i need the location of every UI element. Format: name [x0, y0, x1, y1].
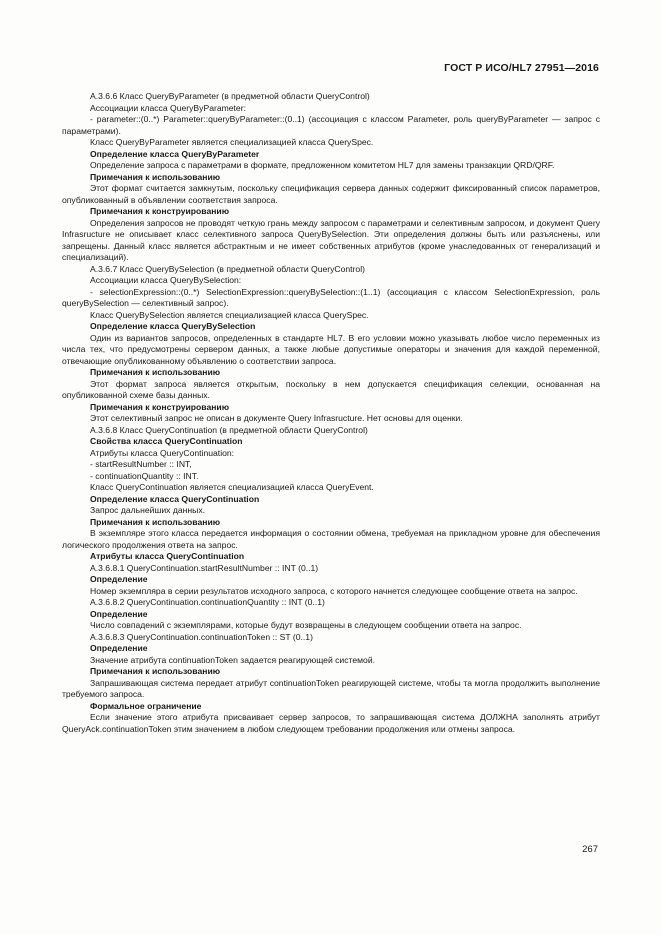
paragraph: A.3.6.8.1 QueryContinuation.startResultNumber :: INT (0..1) — [90, 562, 319, 573]
paragraph: Класс QueryContinuation является специализацией класса QueryEvent. — [90, 482, 374, 492]
paragraph: Этот селективный запрос не описан в документе Query Infrasructure. Нет основы для оценки. — [90, 413, 463, 423]
paragraph: Ассоциации класса QueryBySelection: — [90, 275, 242, 285]
section-heading: Определение — [90, 643, 148, 653]
section-heading: Примечания к использованию — [90, 666, 221, 676]
paragraph: В экземпляре этого класса передается информация о состоянии обмена, требуемая на прикладном уровне для обеспечения логического продолжения ответа на запрос. — [62, 528, 600, 550]
paragraph: A.3.6.8.3 QueryContinuation.continuationToken :: ST (0..1) — [90, 631, 313, 642]
section-heading: Примечания к конструированию — [90, 401, 230, 412]
paragraph: Определения запросов не проводят четкую грань между запросом с параметрами и селективным запросом, и документ Query Infrasructure не описывает класс селективного запроса QueryBySelection. Эти определения должны быть или разъяснены, или запрещены. Данный класс является абстрактным и не имеет собственных атрибутов (кроме унаследованных от генерализаций и специализаций). — [62, 217, 600, 262]
paragraph: Класс QueryByParameter является специализацией класса QuerySpec. — [90, 137, 374, 147]
paragraph: - continuationQuantity :: INT. — [90, 470, 199, 481]
paragraph: Значение атрибута continuationToken задается реагирующей системой. — [90, 654, 376, 665]
paragraph: - startResultNumber :: INT, — [90, 459, 192, 469]
document-header: ГОСТ Р ИСО/HL7 27951—2016 — [444, 62, 599, 74]
paragraph: Атрибуты класса QueryContinuation: — [90, 447, 235, 458]
paragraph: - selectionExpression::(0..*) SelectionExpression::queryBySelection::(1..1) (ассоциация с классом SelectionExpression, роль queryBySelection — селективный запрос). — [62, 286, 600, 308]
section-heading: Примечания к использованию — [90, 171, 221, 182]
paragraph: A.3.6.8 Класс QueryContinuation (в предметной области QueryControl) — [90, 424, 368, 435]
section-heading: Определение — [90, 574, 148, 584]
paragraph: Этот формат запроса является открытым, поскольку в нем допускается спецификация селекции, основанная на опубликованной схеме базы данных. — [62, 378, 600, 400]
paragraph: Ассоциации класса QueryByParameter: — [90, 102, 246, 113]
section-heading: Примечания к конструированию — [90, 206, 230, 216]
paragraph: Число совпадений с экземплярами, которые будут возвращены в следующем сообщении ответа на запрос. — [90, 620, 522, 630]
paragraph: Класс QueryBySelection является специализацией класса QuerySpec. — [90, 309, 369, 320]
paragraph: A.3.6.8.2 QueryContinuation.continuationQuantity :: INT (0..1) — [90, 597, 325, 607]
paragraph: Запрос дальнейших данных. — [90, 505, 206, 515]
section-heading: Примечания к использованию — [90, 367, 221, 377]
paragraph: Запрашивающая система передает атрибут continuationToken реагирующей системе, чтобы та могла продолжить выполнение требуемого запроса. — [62, 677, 600, 699]
paragraph: A.3.6.7 Класс QueryBySelection (в предметной области QueryControl) — [90, 263, 365, 274]
paragraph: A.3.6.6 Класс QueryByParameter (в предметной области QueryControl) — [90, 91, 370, 101]
section-heading: Примечания к использованию — [90, 516, 221, 527]
paragraph: Один из вариантов запросов, определенных в стандарте HL7. В его условии можно указывать любое число переменных из числа тех, что предусмотрены сервером данных, а также любые допустимые операторы и значения для каждой переменной, отвечающие опубликованному объявлению о соответствии запроса. — [62, 332, 600, 366]
section-heading: Определение — [90, 608, 148, 619]
paragraph: Определение запроса с параметрами в формате, предложенном комитетом HL7 для замены транзакции QRD/QRF. — [90, 160, 555, 170]
section-heading: Свойства класса QueryContinuation — [90, 436, 243, 446]
section-heading: Определение класса QueryContinuation — [90, 493, 260, 504]
section-heading: Определение класса QueryBySelection — [90, 321, 256, 331]
page-number: 267 — [582, 844, 598, 855]
paragraph: Номер экземпляра в серии результатов исходного запроса, с которого начнется следующее сообщение ответа на запрос. — [90, 585, 578, 596]
paragraph: - parameter::(0..*) Parameter::queryByParameter::(0..1) (ассоциация с классом Parameter, роль queryByParameter — запрос с параметрами). — [62, 114, 600, 136]
section-heading: Определение класса QueryByParameter — [90, 148, 260, 159]
section-heading: Атрибуты класса QueryContinuation — [90, 551, 245, 561]
section-heading: Формальное ограничение — [90, 700, 202, 711]
paragraph: Если значение этого атрибута присваивает сервер запросов, то запрашивающая система ДОЛЖНА заполнять атрибут QueryAck.continuationToken этим значением в любом следующем требовании продолжения или отмены запроса. — [62, 712, 600, 734]
paragraph: Этот формат считается замкнутым, поскольку спецификация сервера данных содержит фиксированный список параметров, опубликованный в объявлении соответствия запроса. — [62, 183, 600, 205]
document-body — [62, 91, 600, 735]
